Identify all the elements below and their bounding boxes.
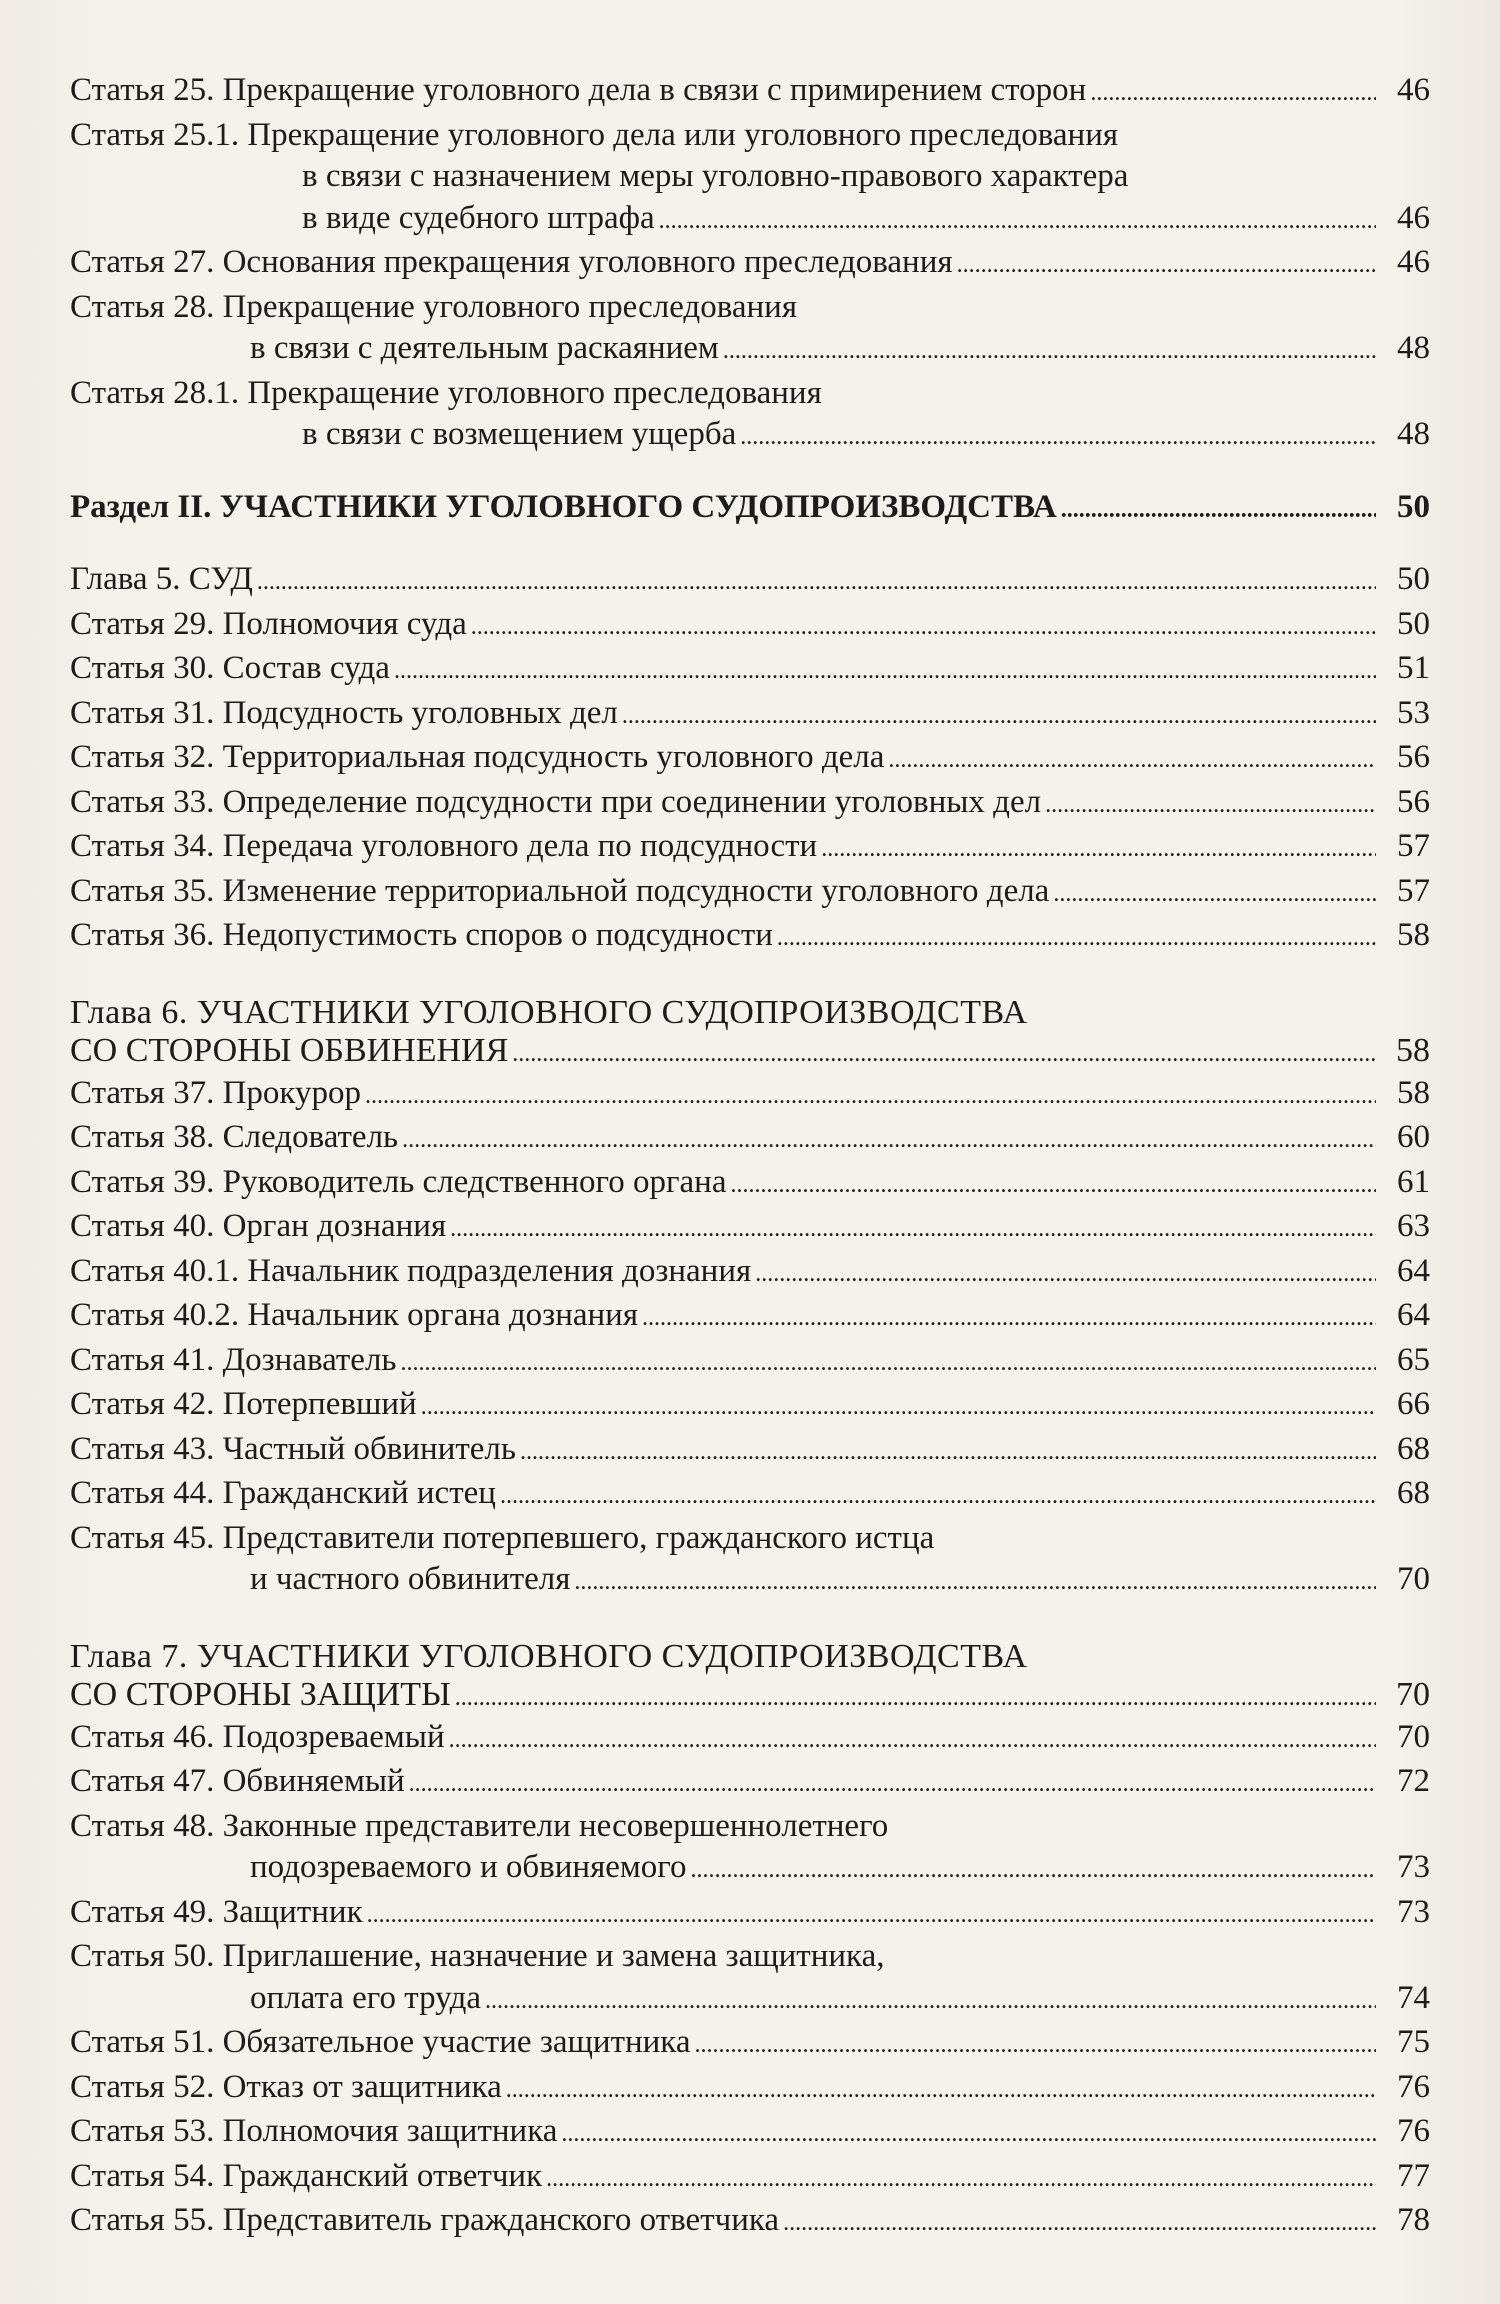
toc-line (70, 648, 1430, 693)
toc-article[interactable] (70, 1251, 1430, 1296)
toc-article[interactable] (70, 2156, 1430, 2201)
leader-dots (520, 1432, 1376, 1474)
toc-article[interactable] (70, 648, 1430, 693)
toc-article[interactable] (70, 1384, 1430, 1429)
toc-article[interactable] (70, 1761, 1430, 1806)
leader-dots (402, 1120, 1376, 1162)
toc-line (70, 737, 1430, 782)
leader-dots (755, 1254, 1376, 1296)
toc-line (70, 1676, 1430, 1717)
toc-line (70, 1117, 1430, 1162)
page-number: 75 (1397, 2024, 1430, 2060)
page-number: 60 (1397, 1119, 1430, 1155)
page-number: 50 (1397, 605, 1430, 642)
toc-line (70, 1518, 1430, 1560)
toc-entry-title: Статья 29. Полномочия суда (70, 605, 467, 642)
page-number: 61 (1397, 1163, 1430, 1200)
leader-dots (731, 1165, 1377, 1207)
leader-dots (695, 2025, 1377, 2067)
toc-entry-title: Статья 52. Отказ от защитника (70, 2068, 502, 2105)
toc-article[interactable] (70, 2200, 1430, 2245)
leader-dots (777, 918, 1376, 960)
toc-line (70, 487, 1430, 532)
page-number: 65 (1397, 1341, 1430, 1378)
leader-dots (512, 1035, 1376, 1073)
toc-entry-title: Статья 41. Дознаватель (70, 1341, 397, 1378)
page-number: 50 (1397, 488, 1430, 525)
toc-entry-title: Статья 38. Следователь (70, 1119, 399, 1155)
toc-line (70, 1384, 1430, 1429)
leader-dots (740, 417, 1376, 459)
page-number: 48 (1397, 416, 1430, 452)
toc-line (70, 328, 1430, 373)
toc-article[interactable] (70, 1206, 1430, 1251)
toc-line (70, 115, 1430, 157)
toc-line (70, 693, 1430, 738)
toc-article[interactable] (70, 915, 1430, 960)
toc-entry-title: Статья 30. Состав суда (70, 650, 390, 686)
toc-article[interactable] (70, 287, 1430, 373)
leader-dots (409, 1764, 1376, 1806)
toc-line (70, 1559, 1430, 1604)
page-number: 73 (1397, 1893, 1430, 1930)
toc-entry-title: Статья 32. Территориальная подсудность уголовного дела (70, 739, 885, 775)
toc-article[interactable] (70, 242, 1430, 287)
page-number: 77 (1397, 2157, 1430, 2194)
toc-entry-title: Статья 27. Основания прекращения уголовного преследования (70, 244, 953, 280)
toc-article[interactable] (70, 2111, 1430, 2156)
toc-article[interactable] (70, 693, 1430, 738)
toc-chapter[interactable] (70, 994, 1430, 1073)
toc-line (70, 1936, 1430, 1978)
toc-entry-continuation: в связи с назначением меры уголовно-правового характера (302, 158, 1129, 194)
page-number: 68 (1397, 1430, 1430, 1467)
page-number: 64 (1397, 1297, 1430, 1333)
toc-line (70, 2022, 1430, 2067)
toc-entry-title: Глава 7. УЧАСТНИКИ УГОЛОВНОГО СУДОПРОИЗВОДСТВА (70, 1637, 1028, 1675)
toc-article[interactable] (70, 604, 1430, 649)
page-number: 46 (1397, 244, 1430, 280)
toc-entry-title: Статья 53. Полномочия защитника (70, 2113, 558, 2149)
leader-dots (821, 829, 1376, 871)
toc-entry-title: Статья 45. Представители потерпевшего, гражданского истца (70, 1519, 935, 1556)
leader-dots (394, 651, 1376, 693)
toc-article[interactable] (70, 373, 1430, 459)
toc-article[interactable] (70, 1295, 1430, 1340)
leader-dots (546, 2159, 1376, 2201)
page-number: 63 (1397, 1208, 1430, 1244)
toc-entry-title: Статья 48. Законные представители несовершеннолетнего (70, 1807, 889, 1844)
page-number: 57 (1397, 828, 1430, 864)
toc-entry-title: Статья 40.2. Начальник органа дознания (70, 1297, 639, 1333)
page-number: 70 (1397, 1718, 1430, 1755)
toc-entry-title: Статья 46. Подозреваемый (70, 1718, 445, 1755)
toc-article[interactable] (70, 1340, 1430, 1385)
toc-entry-title: Статья 40.1. Начальник подразделения дознания (70, 1252, 752, 1289)
toc-entry-title: Глава 6. УЧАСТНИКИ УГОЛОВНОГО СУДОПРОИЗВОДСТВА (70, 993, 1028, 1031)
page-number: 64 (1397, 1252, 1430, 1289)
toc-line (70, 1717, 1430, 1762)
leader-dots (257, 562, 1376, 604)
leader-dots (485, 1981, 1376, 2023)
toc-entry-title: Раздел II. УЧАСТНИКИ УГОЛОВНОГО СУДОПРОИЗВОДСТВА (70, 488, 1057, 525)
toc-entry-title: Статья 55. Представитель гражданского ответчика (70, 2202, 780, 2238)
toc-line (70, 1847, 1430, 1892)
toc-line (70, 1032, 1430, 1073)
toc-article[interactable] (70, 2067, 1430, 2112)
toc-line (70, 915, 1430, 960)
leader-dots (723, 331, 1376, 373)
leader-dots (1053, 874, 1376, 916)
toc-article[interactable] (70, 1473, 1430, 1518)
leader-dots (1090, 73, 1376, 115)
toc-entry-title: Статья 25.1. Прекращение уголовного дела или уголовного преследования (70, 116, 1119, 153)
toc-chapter[interactable] (70, 559, 1430, 604)
toc-entry-continuation: СО СТОРОНЫ ЗАЩИТЫ (70, 1675, 451, 1713)
toc-line (70, 1806, 1430, 1848)
leader-dots (957, 245, 1376, 287)
page-number: 46 (1397, 72, 1430, 108)
toc-line (70, 1206, 1430, 1251)
toc-article[interactable] (70, 1518, 1430, 1604)
page-number: 74 (1397, 1979, 1430, 2016)
toc-line (70, 1638, 1430, 1676)
toc-line (70, 782, 1430, 827)
toc-article[interactable] (70, 1429, 1430, 1474)
toc-entry-title: Статья 31. Подсудность уголовных дел (70, 694, 618, 731)
toc-article[interactable] (70, 1162, 1430, 1207)
toc-entry-title: Статья 33. Определение подсудности при соединении уголовных дел (70, 783, 1042, 820)
toc-entry-continuation: в связи с деятельным раскаянием (250, 330, 719, 366)
page-number: 58 (1397, 1074, 1430, 1111)
toc-article[interactable] (70, 70, 1430, 115)
page-number: 70 (1396, 1675, 1430, 1713)
toc-entry-title: Статья 54. Гражданский ответчик (70, 2157, 543, 2194)
page-number: 70 (1397, 1561, 1430, 1597)
page-number: 78 (1397, 2202, 1430, 2238)
toc-entry-title: Статья 43. Частный обвинитель (70, 1430, 516, 1467)
toc-entry-title: Статья 50. Приглашение, назначение и замена защитника, (70, 1938, 885, 1974)
toc-entry-continuation: СО СТОРОНЫ ОБВИНЕНИЯ (70, 1031, 509, 1069)
page-number: 76 (1397, 2113, 1430, 2149)
toc-line (70, 826, 1430, 871)
toc-line (70, 559, 1430, 604)
toc-article[interactable] (70, 1892, 1430, 1937)
toc-article[interactable] (70, 782, 1430, 827)
toc-entry-continuation: и частного обвинителя (250, 1561, 571, 1597)
leader-dots (365, 1076, 1376, 1118)
leader-dots (455, 1679, 1376, 1717)
toc-entry-title: Статья 47. Обвиняемый (70, 1763, 405, 1799)
toc-entry-title: Статья 28. Прекращение уголовного преследования (70, 288, 798, 325)
toc-article[interactable] (70, 1936, 1430, 2022)
page-number: 51 (1397, 650, 1430, 686)
leader-dots (659, 201, 1376, 243)
toc-line (70, 414, 1430, 459)
leader-dots (367, 1895, 1376, 1937)
toc-entry-continuation: в виде судебного штрафа (302, 199, 655, 236)
toc-article[interactable] (70, 1717, 1430, 1762)
toc-entry-title: Глава 5. СУД (70, 561, 253, 597)
page-number: 50 (1397, 561, 1430, 597)
toc-entry-title: Статья 36. Недопустимость споров о подсудности (70, 917, 773, 953)
leader-dots (642, 1298, 1376, 1340)
toc-article[interactable] (70, 1073, 1430, 1118)
toc-article[interactable] (70, 2022, 1430, 2067)
toc-entry-title: Статья 37. Прокурор (70, 1074, 361, 1111)
toc-entry-title: Статья 51. Обязательное участие защитника (70, 2024, 691, 2060)
leader-dots (561, 2114, 1376, 2156)
toc-line (70, 1473, 1430, 1518)
toc-line (70, 1429, 1430, 1474)
page-number: 58 (1396, 1031, 1430, 1069)
page-number: 72 (1397, 1763, 1430, 1799)
leader-dots (506, 2070, 1376, 2112)
toc-line (70, 871, 1430, 916)
toc-article[interactable] (70, 1806, 1430, 1892)
toc-section[interactable] (70, 487, 1430, 532)
leader-dots (622, 696, 1376, 738)
page-number: 48 (1397, 330, 1430, 366)
toc-entry-title: Статья 25. Прекращение уголовного дела в связи с примирением сторон (70, 72, 1087, 108)
toc-line (70, 2156, 1430, 2201)
toc-entry-continuation: подозреваемого и обвиняемого (250, 1849, 687, 1885)
page-number: 76 (1397, 2068, 1430, 2105)
toc-line (70, 2200, 1430, 2245)
toc-line (70, 1340, 1430, 1385)
toc-line (70, 1162, 1430, 1207)
toc-line (70, 1073, 1430, 1118)
toc-article[interactable] (70, 115, 1430, 243)
leader-dots (421, 1387, 1376, 1429)
page-number: 68 (1397, 1475, 1430, 1511)
page-number: 73 (1397, 1849, 1430, 1885)
page-number: 53 (1397, 694, 1430, 731)
toc-line (70, 242, 1430, 287)
toc-line (70, 373, 1430, 415)
toc-line (70, 287, 1430, 329)
leader-dots (783, 2203, 1376, 2245)
leader-dots (574, 1562, 1376, 1604)
page-number: 57 (1397, 872, 1430, 909)
toc-line (70, 604, 1430, 649)
toc-line (70, 1761, 1430, 1806)
page-number: 46 (1397, 199, 1430, 236)
toc-line (70, 994, 1430, 1032)
toc-entry-title: Статья 44. Гражданский истец (70, 1475, 496, 1511)
toc-entry-continuation: оплата его труда (250, 1979, 481, 2016)
toc-article[interactable] (70, 871, 1430, 916)
leader-dots (1045, 785, 1376, 827)
toc-line (70, 198, 1430, 243)
leader-dots (888, 740, 1376, 782)
toc-entry-title: Статья 28.1. Прекращение уголовного преследования (70, 374, 822, 411)
toc-line (70, 70, 1430, 115)
leader-dots (450, 1209, 1376, 1251)
toc-entry-title: Статья 35. Изменение территориальной подсудности уголовного дела (70, 872, 1050, 909)
toc-article[interactable] (70, 826, 1430, 871)
leader-dots (471, 607, 1376, 649)
toc-line (70, 2111, 1430, 2156)
toc-line (70, 1295, 1430, 1340)
toc-entry-title: Статья 34. Передача уголовного дела по подсудности (70, 828, 818, 864)
toc-entry-title: Статья 42. Потерпевший (70, 1386, 417, 1422)
page-number: 56 (1397, 739, 1430, 775)
toc-line (70, 1978, 1430, 2023)
leader-dots (400, 1343, 1376, 1385)
toc-line (70, 1251, 1430, 1296)
toc-article[interactable] (70, 737, 1430, 782)
toc-line (70, 2067, 1430, 2112)
leader-dots (1061, 490, 1376, 532)
toc-line (70, 1892, 1430, 1937)
leader-dots (500, 1476, 1376, 1518)
leader-dots (691, 1850, 1377, 1892)
toc-entry-title: Статья 49. Защитник (70, 1893, 363, 1930)
toc-article[interactable] (70, 1117, 1430, 1162)
leader-dots (449, 1720, 1376, 1762)
toc-line (70, 156, 1430, 198)
toc-entry-title: Статья 39. Руководитель следственного органа (70, 1163, 727, 1200)
toc-chapter[interactable] (70, 1638, 1430, 1717)
toc-entry-continuation: в связи с возмещением ущерба (302, 416, 737, 452)
page-number: 66 (1397, 1386, 1430, 1422)
page-number: 58 (1397, 917, 1430, 953)
table-of-contents (70, 70, 1430, 2245)
toc-entry-title: Статья 40. Орган дознания (70, 1208, 447, 1244)
page-number: 56 (1397, 783, 1430, 820)
